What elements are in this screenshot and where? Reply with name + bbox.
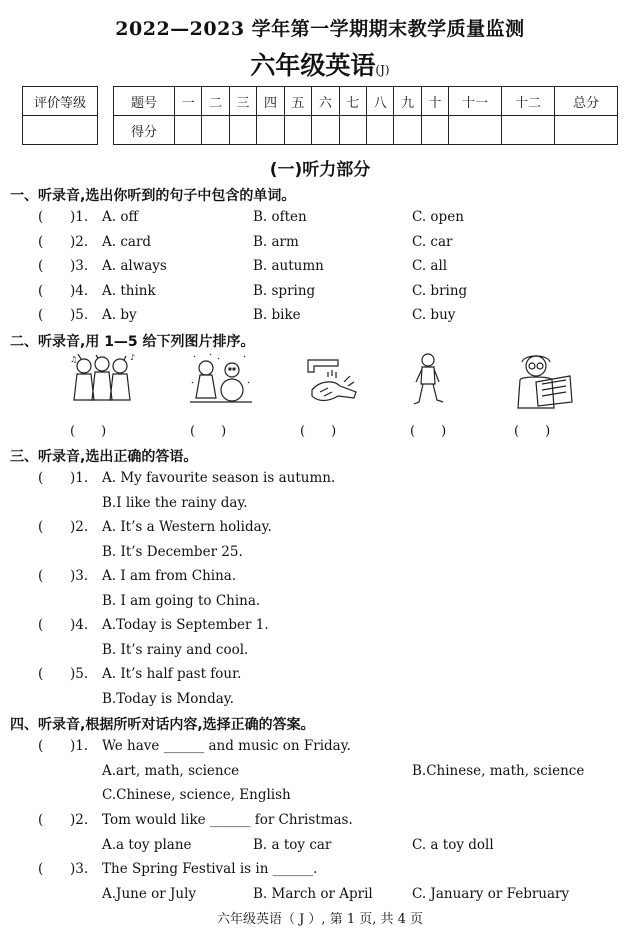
question-number: )5. [70, 666, 89, 682]
score-label: 得分 [114, 116, 175, 145]
q2-heading: 二、听录音,用 1—5 给下列图片排序。 [10, 334, 255, 350]
order-paren[interactable]: ( ) [514, 424, 551, 439]
rating-table [22, 86, 98, 145]
column-header: 十 [421, 87, 448, 116]
question-number: )2. [70, 519, 89, 535]
question-number: )3. [70, 568, 89, 584]
title-text: 六年级英语 [250, 51, 376, 80]
option-a: A. think [102, 282, 156, 299]
question-number-label: 题号 [114, 87, 175, 116]
option-b: B. arm [253, 233, 299, 250]
option-c: C.Chinese, science, English [102, 787, 291, 803]
snowman-children-icon [188, 352, 254, 412]
question-number: )5. [70, 307, 89, 323]
question-number: )1. [70, 738, 89, 754]
answer-paren[interactable]: ( [38, 617, 44, 633]
column-header: 六 [312, 87, 339, 116]
answer-paren[interactable]: ( [38, 738, 44, 754]
question-number: )4. [70, 617, 89, 633]
option-a: A. My favourite season is autumn. [102, 470, 336, 486]
score-cell[interactable] [421, 116, 448, 145]
column-header: 三 [229, 87, 256, 116]
option-b: B. I am going to China. [102, 592, 261, 609]
question-number: )4. [70, 282, 89, 299]
option-a: A.June or July [102, 885, 197, 902]
option-a: A. It’s half past four. [102, 666, 242, 682]
answer-paren[interactable]: ( [38, 568, 44, 584]
option-c: C. all [412, 258, 448, 274]
score-cell[interactable] [257, 116, 284, 145]
answer-paren[interactable]: ( [38, 258, 44, 274]
question-number: )2. [70, 812, 89, 828]
answer-paren[interactable]: ( [38, 519, 44, 535]
option-b: B.Today is Monday. [102, 690, 234, 707]
order-paren[interactable]: ( ) [410, 424, 447, 439]
score-cell[interactable] [366, 116, 393, 145]
option-b: B.Chinese, math, science [412, 762, 585, 779]
column-header: 七 [339, 87, 366, 116]
option-b: B. bike [253, 307, 301, 323]
column-header: 十二 [502, 87, 555, 116]
column-header: 一 [175, 87, 202, 116]
option-a: A.a toy plane [102, 836, 192, 853]
column-header: 五 [284, 87, 311, 116]
order-paren[interactable]: ( ) [190, 424, 227, 439]
column-header: 二 [202, 87, 229, 116]
question-text: Tom would like ______ for Christmas. [102, 812, 353, 828]
answer-paren[interactable]: ( [38, 209, 44, 225]
singing-children-icon [68, 352, 140, 412]
svg-text:♫: ♫ [70, 355, 78, 364]
option-a: A. It’s a Western holiday. [102, 519, 272, 535]
washing-hands-icon [298, 352, 364, 412]
edition-label: (J) [375, 63, 390, 77]
question-number: )3. [70, 258, 89, 274]
option-a: A.Today is September 1. [102, 617, 269, 633]
score-cell[interactable] [175, 116, 202, 145]
option-c: C. January or February [412, 885, 570, 902]
option-b: B. It’s December 25. [102, 543, 243, 560]
option-c: C. open [412, 209, 464, 225]
score-cell[interactable] [312, 116, 339, 145]
option-c: C. buy [412, 307, 456, 323]
option-a: A. off [102, 209, 139, 225]
option-c: C. car [412, 233, 453, 250]
score-cell[interactable] [339, 116, 366, 145]
order-paren[interactable]: ( ) [70, 424, 107, 439]
answer-paren[interactable]: ( [38, 666, 44, 682]
option-b: B.I like the rainy day. [102, 494, 248, 511]
column-header: 四 [257, 87, 284, 116]
answer-paren[interactable]: ( [38, 307, 44, 323]
column-header: 总分 [555, 87, 618, 116]
question-number: )3. [70, 861, 89, 877]
answer-paren[interactable]: ( [38, 470, 44, 486]
q4-heading: 四、听录音,根据所听对话内容,选择正确的答案。 [10, 717, 315, 733]
option-c: C. a toy doll [412, 836, 494, 853]
option-a: A.art, math, science [102, 762, 240, 779]
score-cell[interactable] [502, 116, 555, 145]
rating-cell[interactable] [23, 116, 98, 145]
answer-paren[interactable]: ( [38, 812, 44, 828]
question-text: The Spring Festival is in ______. [102, 861, 318, 877]
option-a: A. card [102, 233, 152, 250]
exam-title [0, 46, 640, 82]
column-header: 十一 [449, 87, 502, 116]
walking-boy-icon [408, 352, 448, 416]
section-title: (一)听力部分 [269, 160, 371, 180]
rating-label: 评价等级 [23, 87, 98, 116]
option-b: B. spring [253, 282, 316, 299]
question-text: We have ______ and music on Friday. [102, 738, 351, 754]
question-number: )1. [70, 209, 89, 225]
column-header: 八 [366, 87, 393, 116]
answer-paren[interactable]: ( [38, 233, 44, 250]
answer-paren[interactable]: ( [38, 861, 44, 877]
score-cell[interactable] [394, 116, 421, 145]
exam-header: 2022—2023 学年第一学期期末教学质量监测 [115, 18, 525, 40]
option-b: B. a toy car [253, 836, 332, 853]
q3-heading: 三、听录音,选出正确的答语。 [10, 449, 198, 465]
order-paren[interactable]: ( ) [300, 424, 337, 439]
option-b: B. often [253, 209, 307, 225]
svg-text:♪: ♪ [130, 353, 136, 362]
answer-paren[interactable]: ( [38, 282, 44, 299]
score-cell[interactable] [449, 116, 502, 145]
option-a: A. I am from China. [102, 568, 237, 584]
q1-heading: 一、听录音,选出你听到的句子中包含的单词。 [10, 188, 296, 204]
score-cell[interactable] [555, 116, 618, 145]
question-number: )1. [70, 470, 89, 486]
option-b: B. It’s rainy and cool. [102, 641, 249, 658]
option-c: C. bring [412, 282, 468, 299]
score-cell[interactable] [284, 116, 311, 145]
option-a: A. by [102, 307, 137, 323]
score-cell[interactable] [229, 116, 256, 145]
option-a: A. always [102, 258, 167, 274]
option-b: B. autumn [253, 258, 324, 274]
page-footer: 六年级英语（ J ）, 第 1 页, 共 4 页 [216, 912, 424, 927]
question-number: )2. [70, 233, 89, 250]
column-header: 九 [394, 87, 421, 116]
reading-man-icon [512, 352, 576, 416]
score-table [113, 86, 618, 145]
option-b: B. March or April [253, 885, 373, 902]
score-cell[interactable] [202, 116, 229, 145]
